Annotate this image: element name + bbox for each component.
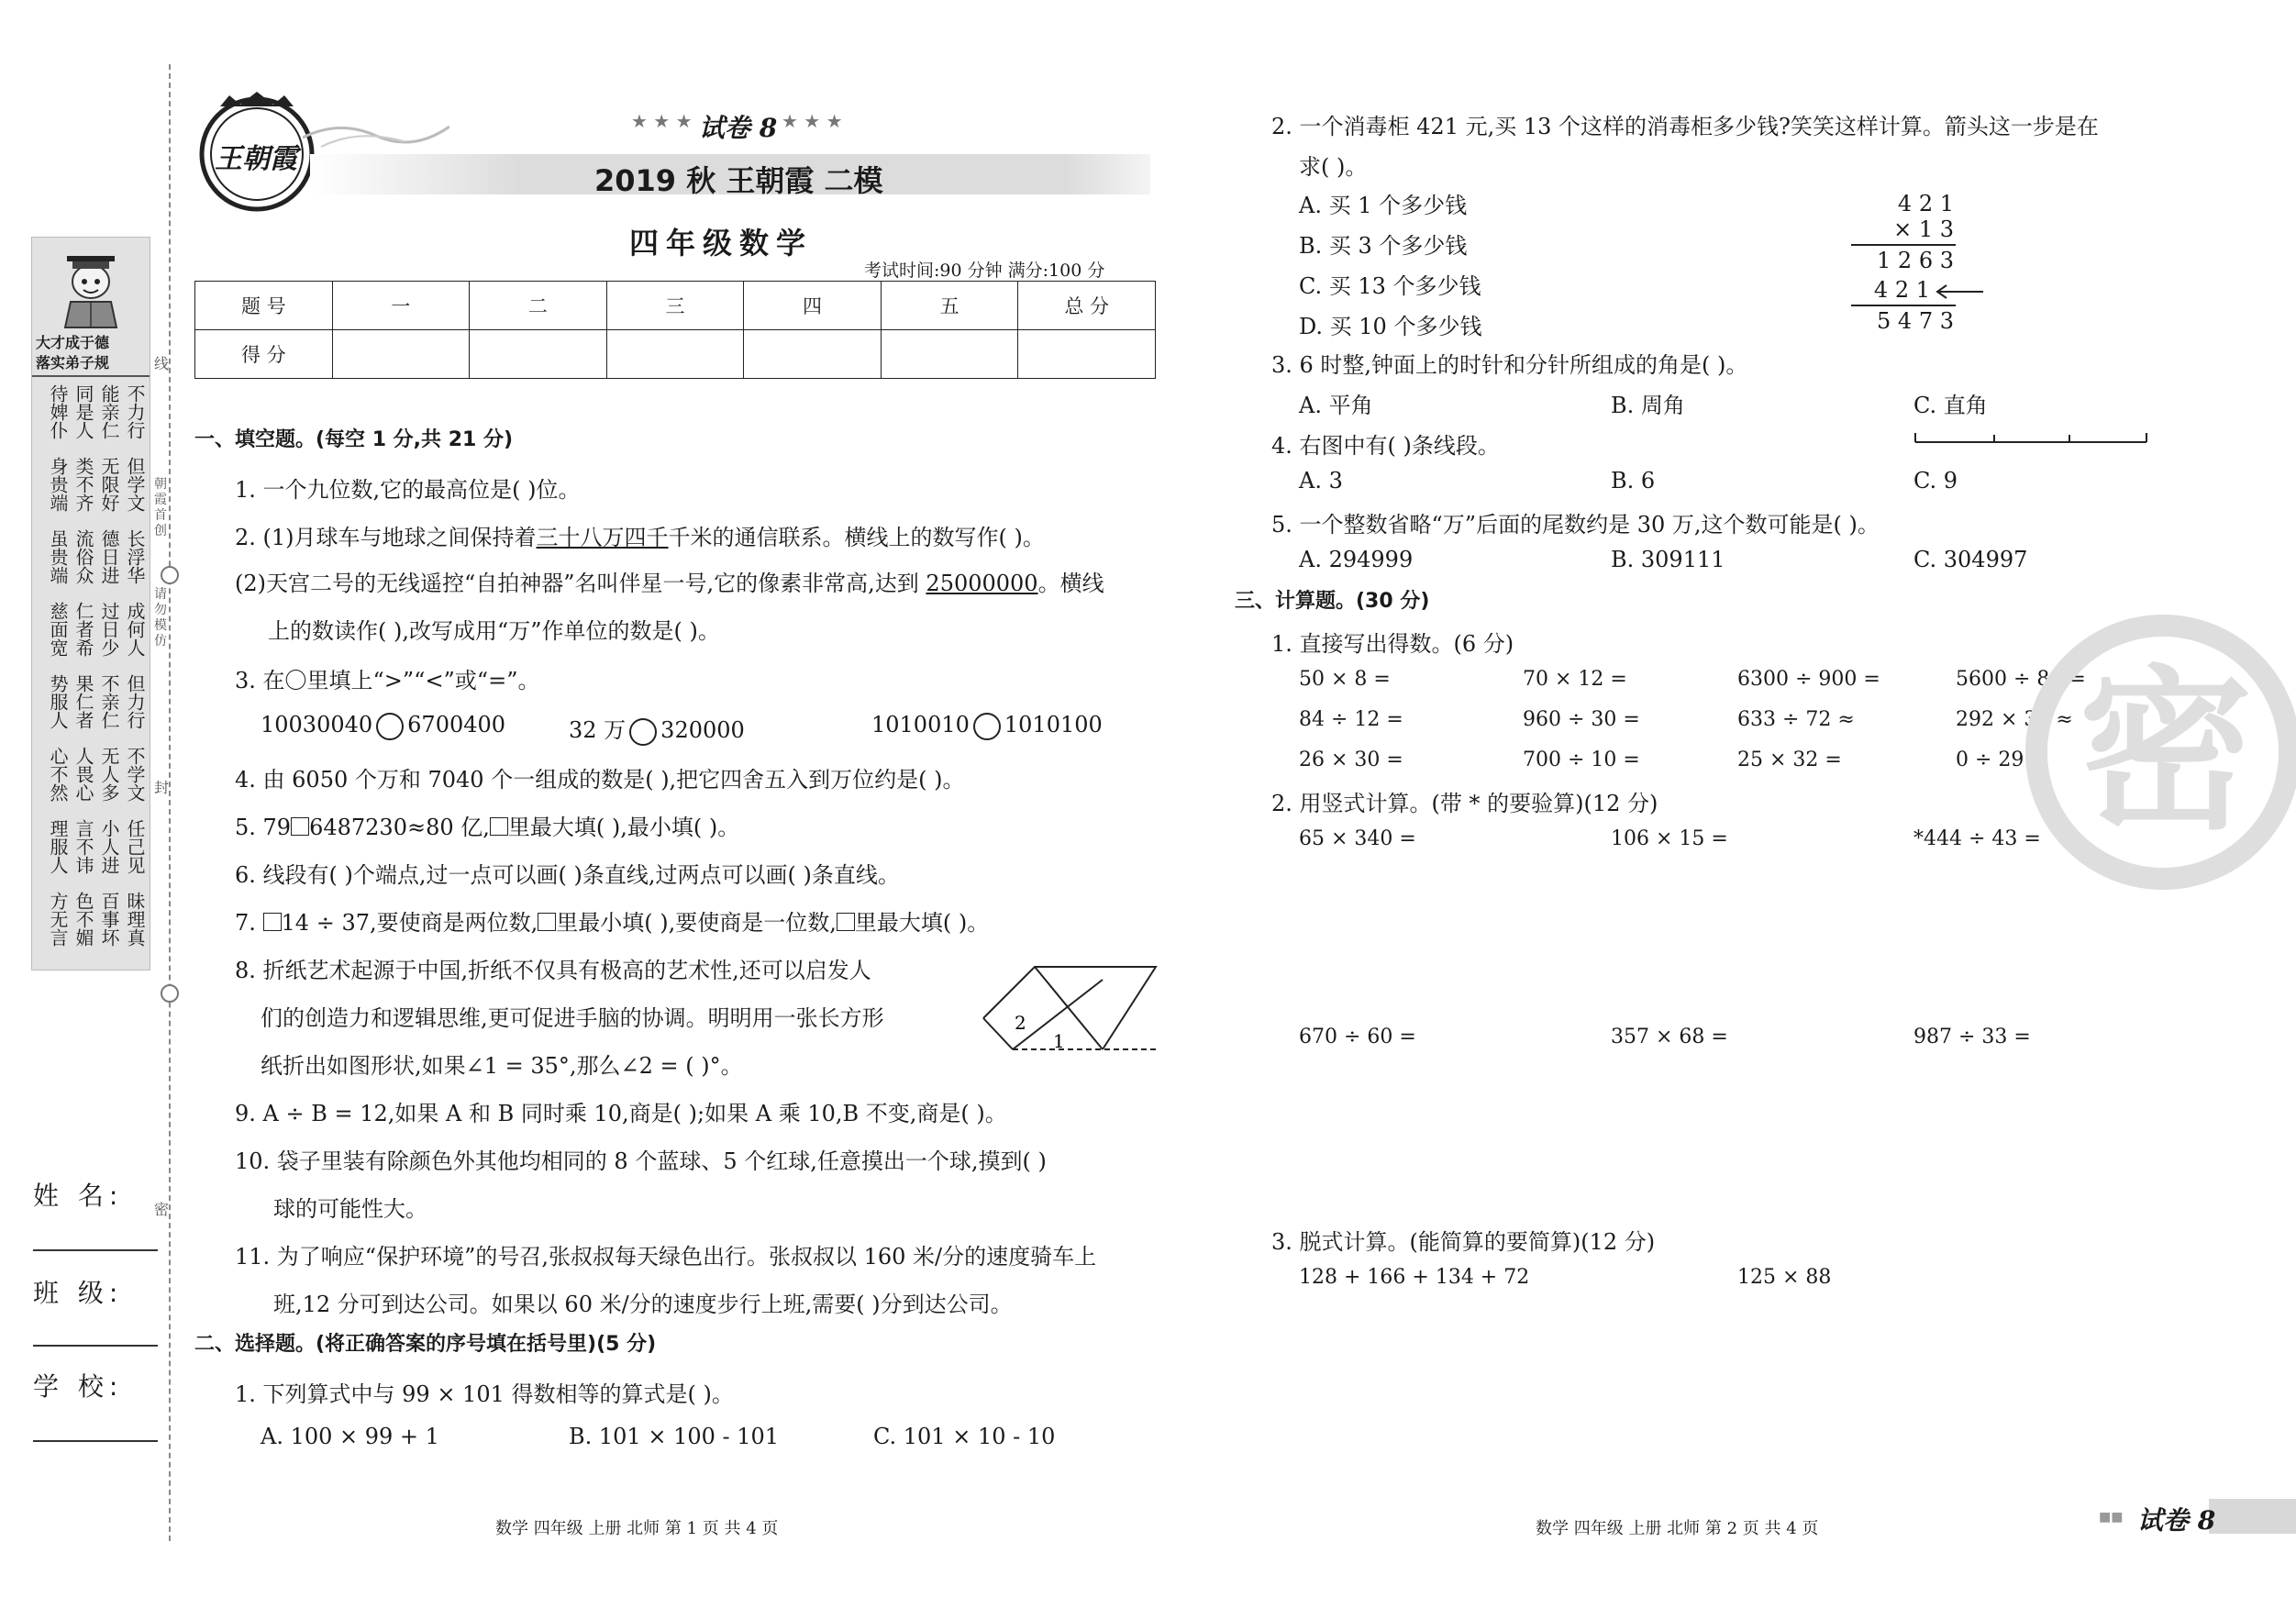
question [235, 809, 739, 841]
question: 4. 右图中有( )条线段。 [1271, 433, 1500, 459]
motto-column: 势服人 [47, 674, 69, 729]
question: 1. 直接写出得数。(6 分) [1271, 631, 1514, 657]
stars-right-icon: ★ ★ ★ [782, 110, 843, 132]
section-title: 一、填空题。(每空 1 分,共 21 分) [194, 428, 514, 451]
motto-column: 待婢仆 [47, 384, 69, 439]
question-text: 2. (1)月球车与地球之间保持着 [235, 525, 537, 550]
motto-column: 仁者希 [72, 602, 94, 657]
arrow-left-icon [1934, 283, 1985, 301]
calc-line: 5 4 7 3 [1877, 308, 1954, 334]
question: 2. 一个消毒柜 421 元,买 13 个这样的消毒柜多少钱?笑笑这样计算。箭头这一步是在 [1271, 114, 2099, 139]
panel-divider [32, 375, 150, 377]
calc-line: × 1 3 [1893, 216, 1954, 242]
score-cell: 题 号 [195, 282, 333, 330]
motto-column: 但力行 [124, 674, 146, 729]
question: 1. 一个九位数,它的最高位是( )位。 [235, 477, 581, 503]
compare-item [261, 712, 505, 740]
option: B. 309111 [1611, 547, 1725, 572]
oral-calc: 84 ÷ 12 = [1299, 708, 1403, 731]
motto-column: 同是人 [72, 384, 94, 439]
compare-left: 1010010 [871, 712, 970, 738]
section-title: 三、计算题。(30 分) [1235, 590, 1430, 613]
motto-column: 能亲仁 [98, 384, 120, 439]
score-table [194, 281, 1156, 379]
option: C. 101 × 10 - 10 [873, 1424, 1056, 1449]
score-input[interactable] [332, 330, 470, 379]
banner-line-2: 落实弟子规 [36, 354, 110, 372]
exam-info: 考试时间:90 分钟 满分:100 分 [864, 261, 1105, 281]
angle-2-label: 2 [1015, 1012, 1026, 1034]
question-text: 。横线 [1037, 571, 1104, 596]
calc-rule [1851, 244, 1956, 246]
mixed-calc: 125 × 88 [1737, 1266, 1832, 1289]
name-field[interactable] [33, 1249, 158, 1251]
name-label: 姓 名: [33, 1181, 124, 1211]
option: C. 直角 [1913, 393, 1988, 418]
question: 班,12 分可到达公司。如果以 60 米/分的速度步行上班,需要( )分到达公司。 [273, 1292, 1013, 1317]
option: A. 100 × 99 + 1 [261, 1424, 439, 1449]
question: 8. 折纸艺术起源于中国,折纸不仅具有极高的艺术性,还可以启发人 [235, 958, 871, 983]
punch-hole-icon [160, 983, 180, 1004]
motto-column: 类不齐 [72, 457, 94, 512]
compare-circle[interactable] [973, 713, 1001, 740]
question: 们的创造力和逻辑思维,更可促进手脑的协调。明明用一张长方形 [261, 1005, 884, 1031]
exam-title: 2019 秋 王朝霞 二模 [594, 163, 883, 198]
column-calc: *444 ÷ 43 = [1913, 827, 2041, 850]
score-cell: 三 [606, 282, 744, 330]
motto-column: 色不媚 [72, 892, 94, 947]
school-label: 学 校: [33, 1371, 124, 1402]
compare-circle[interactable] [376, 713, 404, 740]
compare-right: 6700400 [407, 712, 506, 738]
question-text: 里最小填( ),要使商是一位数, [556, 910, 837, 936]
oral-calc: 70 × 12 = [1523, 668, 1627, 691]
subject-title: 四年级数学 [629, 226, 814, 261]
oral-calc: 26 × 30 = [1299, 749, 1403, 771]
question-text: 里最大填( ),最小填( )。 [507, 815, 740, 840]
option: A. 294999 [1299, 547, 1414, 572]
question: 1. 下列算式中与 99 × 101 得数相等的算式是( )。 [235, 1381, 734, 1407]
question: 11. 为了响应“保护环境”的号召,张叔叔每天绿色出行。张叔叔以 160 米/分的速度骑车上 [235, 1244, 1097, 1270]
question-text: 14 ÷ 37,要使商是两位数, [281, 910, 538, 936]
logo-text: 王朝霞 [215, 143, 297, 175]
question-text: 里最大填( )。 [854, 910, 990, 936]
column-calc: 670 ÷ 60 = [1299, 1026, 1416, 1048]
compare-circle[interactable] [629, 718, 657, 746]
segment-figure [1912, 427, 2150, 449]
motto-column: 果仁者 [72, 674, 94, 729]
score-input[interactable] [606, 330, 744, 379]
oral-calc: 25 × 32 = [1737, 749, 1842, 771]
question: 3. 在〇里填上“>”“<”或“=”。 [235, 668, 540, 693]
digit-box[interactable] [538, 913, 556, 931]
motto-column: 身贵端 [47, 457, 69, 512]
motto-column: 理服人 [47, 819, 69, 874]
motto-column: 百事坏 [98, 892, 120, 947]
option: C. 买 13 个多少钱 [1299, 273, 1481, 299]
motto-column: 无限好 [98, 457, 120, 512]
page-footer: 数学 四年级 上册 北师 第 1 页 共 4 页 [495, 1519, 779, 1538]
punch-hole-icon [160, 565, 180, 585]
section-title: 二、选择题。(将正确答案的序号填在括号里)(5 分) [194, 1333, 657, 1356]
score-cell: 二 [470, 282, 607, 330]
question: 4. 由 6050 个万和 7040 个一组成的数是( ),把它四舍五入到万位约是( )。 [235, 767, 965, 793]
question: 纸折出如图形状,如果∠1 = 35°,那么∠2 = ( )°。 [261, 1053, 743, 1079]
motto-column: 流俗众 [72, 529, 94, 584]
motto-column: 慈面宽 [47, 602, 69, 657]
motto-column: 人畏心 [72, 747, 94, 802]
score-cell: 一 [332, 282, 470, 330]
compare-item [871, 712, 1103, 740]
motto-column: 言不讳 [72, 819, 94, 874]
column-calc: 65 × 340 = [1299, 827, 1416, 850]
motto-column: 无人多 [98, 747, 120, 802]
motto-grid [39, 384, 146, 962]
score-input[interactable] [744, 330, 882, 379]
corner-paper-label: 试卷 8 [2137, 1505, 2216, 1536]
page-footer: 数学 四年级 上册 北师 第 2 页 共 4 页 [1536, 1519, 1819, 1538]
column-calc: 357 × 68 = [1611, 1026, 1728, 1048]
paper-number: 试卷 8 [699, 113, 778, 143]
motto-column: 方无言 [47, 892, 69, 947]
column-calc: 106 × 15 = [1611, 827, 1728, 850]
question: 球的可能性大。 [273, 1196, 427, 1222]
question-text: (2)天宫二号的无线遥控“自拍神器”名叫伴星一号,它的像素非常高,达到 [235, 571, 926, 596]
question: 10. 袋子里装有除颜色外其他均相同的 8 个蓝球、5 个红球,任意摸出一个球,摸到( ) [235, 1148, 1047, 1174]
score-cell: 总 分 [1018, 282, 1156, 330]
side-mark-mofang: 请勿模仿 [154, 587, 167, 649]
digit-box[interactable] [263, 913, 282, 931]
ribbon-decoration [303, 110, 449, 156]
corner-band [2209, 1499, 2296, 1534]
oral-calc: 5600 ÷ 80 = [1956, 668, 2086, 691]
option: B. 买 3 个多少钱 [1299, 233, 1468, 259]
oral-calc: 0 ÷ 29 = [1956, 749, 2047, 771]
oral-calc: 633 ÷ 72 ≈ [1737, 708, 1855, 731]
underlined-text: 三十八万四千 [536, 525, 669, 550]
question-text: 6487230≈80 亿, [309, 815, 490, 840]
score-input[interactable] [881, 330, 1018, 379]
oral-calc: 292 × 31 ≈ [1956, 708, 2073, 731]
question: 6. 线段有( )个端点,过一点可以画( )条直线,过两点可以画( )条直线。 [235, 862, 900, 888]
option: B. 101 × 100 - 101 [569, 1424, 780, 1449]
stars-left-icon: ★ ★ ★ [631, 110, 693, 132]
side-mark-mi: 密 [154, 1201, 170, 1218]
option: C. 304997 [1913, 547, 2028, 572]
question-text: 千米的通信联系。横线上的数写作( )。 [668, 525, 1045, 550]
stamp-char: 密 [2079, 650, 2254, 853]
question: 求( )。 [1299, 154, 1368, 180]
scholar-icon [56, 247, 126, 329]
decor-squares-icon: ■■ [2099, 1510, 2124, 1525]
class-field[interactable] [33, 1345, 158, 1347]
score-cell: 四 [744, 282, 882, 330]
compare-left: 10030040 [261, 712, 373, 738]
score-cell: 五 [881, 282, 1018, 330]
question: 上的数读作( ),改写成用“万”作单位的数是( )。 [268, 618, 720, 644]
banner-line-1: 大才成于德 [36, 334, 110, 351]
calc-rule [1851, 305, 1956, 306]
compare-left: 32 万 [569, 717, 627, 743]
motto-column: 长浮华 [124, 529, 146, 584]
option: B. 6 [1611, 468, 1656, 494]
option: A. 3 [1299, 468, 1343, 494]
question [235, 565, 1104, 597]
motto-panel [31, 237, 150, 970]
option: A. 买 1 个多少钱 [1299, 193, 1468, 218]
oral-calc: 960 ÷ 30 = [1523, 708, 1640, 731]
side-mark-xian: 线 [154, 355, 170, 372]
score-input[interactable] [1018, 330, 1156, 379]
score-cell: 得 分 [195, 330, 333, 379]
motto-column: 不亲仁 [98, 674, 120, 729]
question: 2. 用竖式计算。(带 * 的要验算)(12 分) [1271, 791, 1658, 816]
column-calc: 987 ÷ 33 = [1913, 1026, 2031, 1048]
motto-column: 小人进 [98, 819, 120, 874]
question: 7. 14 ÷ 37,要使商是两位数, 里最小填( ),要使商是一位数, 里最大填( )。 [235, 910, 990, 936]
motto-column: 任己见 [124, 819, 146, 874]
motto-column: 过日少 [98, 602, 120, 657]
question [235, 519, 1045, 551]
binding-line [169, 64, 171, 1541]
option: C. 9 [1913, 468, 1958, 494]
underlined-text: 25000000 [926, 571, 1038, 596]
question: 9. A ÷ B = 12,如果 A 和 B 同时乘 10,商是( );如果 A 乘 10,B 不变,商是( )。 [235, 1101, 1007, 1126]
school-field[interactable] [33, 1440, 158, 1442]
motto-column: 成何人 [124, 602, 146, 657]
motto-column: 不力行 [124, 384, 146, 439]
calc-line: 4 2 1 [1873, 277, 1930, 303]
confidential-stamp [2025, 615, 2296, 890]
option: D. 买 10 个多少钱 [1299, 314, 1482, 339]
motto-column: 虽贵端 [47, 529, 69, 584]
class-label: 班 级: [33, 1278, 124, 1308]
angle-1-label: 1 [1053, 1030, 1065, 1051]
folded-paper-figure [976, 959, 1159, 1051]
calc-line: 4 2 1 [1897, 191, 1954, 216]
side-mark-feng: 封 [154, 779, 170, 796]
score-value-row [195, 330, 1156, 379]
digit-box[interactable] [837, 913, 855, 931]
question: 3. 脱式计算。(能简算的要简算)(12 分) [1271, 1229, 1656, 1255]
question: 3. 6 时整,钟面上的时针和分针所组成的角是( )。 [1271, 352, 1748, 378]
option: B. 周角 [1611, 393, 1685, 418]
question-text: 5. 79 [235, 815, 292, 840]
mixed-calc: 128 + 166 + 134 + 72 [1299, 1266, 1530, 1289]
oral-calc: 6300 ÷ 900 = [1737, 668, 1880, 691]
oral-calc: 50 × 8 = [1299, 668, 1391, 691]
compare-item [569, 712, 745, 746]
motto-column: 昧理真 [124, 892, 146, 947]
score-header-row [195, 282, 1156, 330]
question: 5. 一个整数省略“万”后面的尾数约是 30 万,这个数可能是( )。 [1271, 512, 1880, 538]
digit-box[interactable] [291, 817, 309, 836]
motto-column: 心不然 [47, 747, 69, 802]
compare-right: 320000 [660, 717, 745, 743]
oral-calc: 700 ÷ 10 = [1523, 749, 1640, 771]
motto-column: 不学文 [124, 747, 146, 802]
motto-column: 但学文 [124, 457, 146, 512]
calc-line: 1 2 6 3 [1877, 248, 1954, 273]
compare-right: 1010100 [1004, 712, 1103, 738]
option: A. 平角 [1299, 393, 1373, 418]
side-mark-chuang: 朝霞首创 [154, 477, 167, 538]
digit-box[interactable] [490, 817, 508, 836]
motto-column: 德日进 [98, 529, 120, 584]
score-input[interactable] [470, 330, 607, 379]
